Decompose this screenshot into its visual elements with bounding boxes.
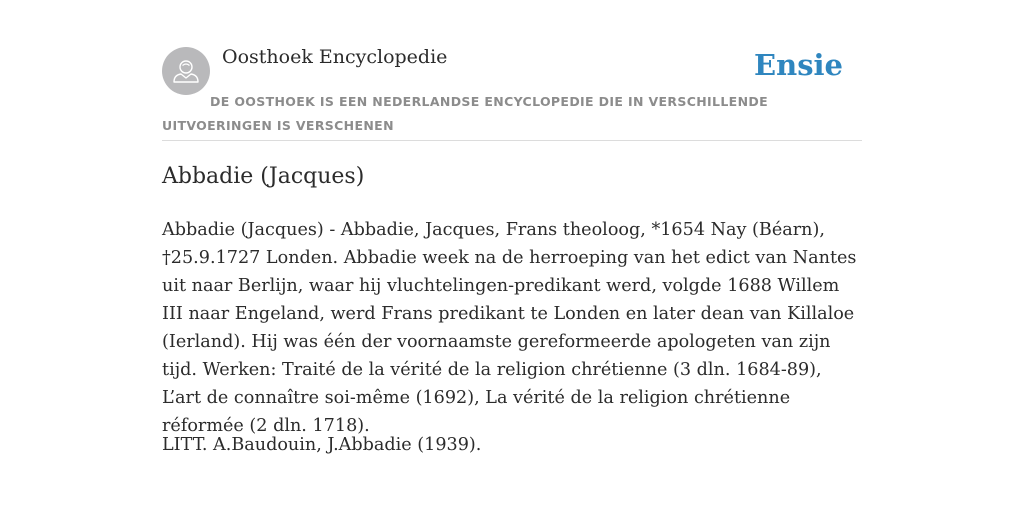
article-literature: LITT. A.Baudouin, J.Abbadie (1939). (162, 435, 482, 455)
source-header (162, 46, 862, 141)
article-body: Abbadie (Jacques) - Abbadie, Jacques, Frans theoloog, *1654 Nay (Béarn), †25.9.1727 Londen. Abbadie week na de herroeping van het edict van Nantes uit naar Berlijn, waar hij vluchtelingen-predikant werd, volgde 1688 Willem III naar Engeland, werd Frans predikant te Londen en later dean van Killaloe (Ierland). Hij was één der voornaamste gereformeerde apologeten van zijn tijd. Werken: Traité de la vérité de la religion chrétienne (3 dln. 1684-89), L’art de connaître soi-même (1692), La vérité de la religion chrétienne réformée (2 dln. 1718). (162, 220, 857, 436)
article-title: Abbadie (Jacques) (162, 164, 365, 189)
brand-logo[interactable]: Ensie (754, 48, 843, 82)
source-avatar[interactable] (162, 47, 210, 95)
source-description: DE OOSTHOEK IS EEN NEDERLANDSE ENCYCLOPEDIE DIE IN VERSCHILLENDE UITVOERINGEN IS VERSCHENEN (162, 94, 768, 133)
user-outline-icon (162, 47, 210, 95)
source-title[interactable]: Oosthoek Encyclopedie (222, 46, 448, 68)
